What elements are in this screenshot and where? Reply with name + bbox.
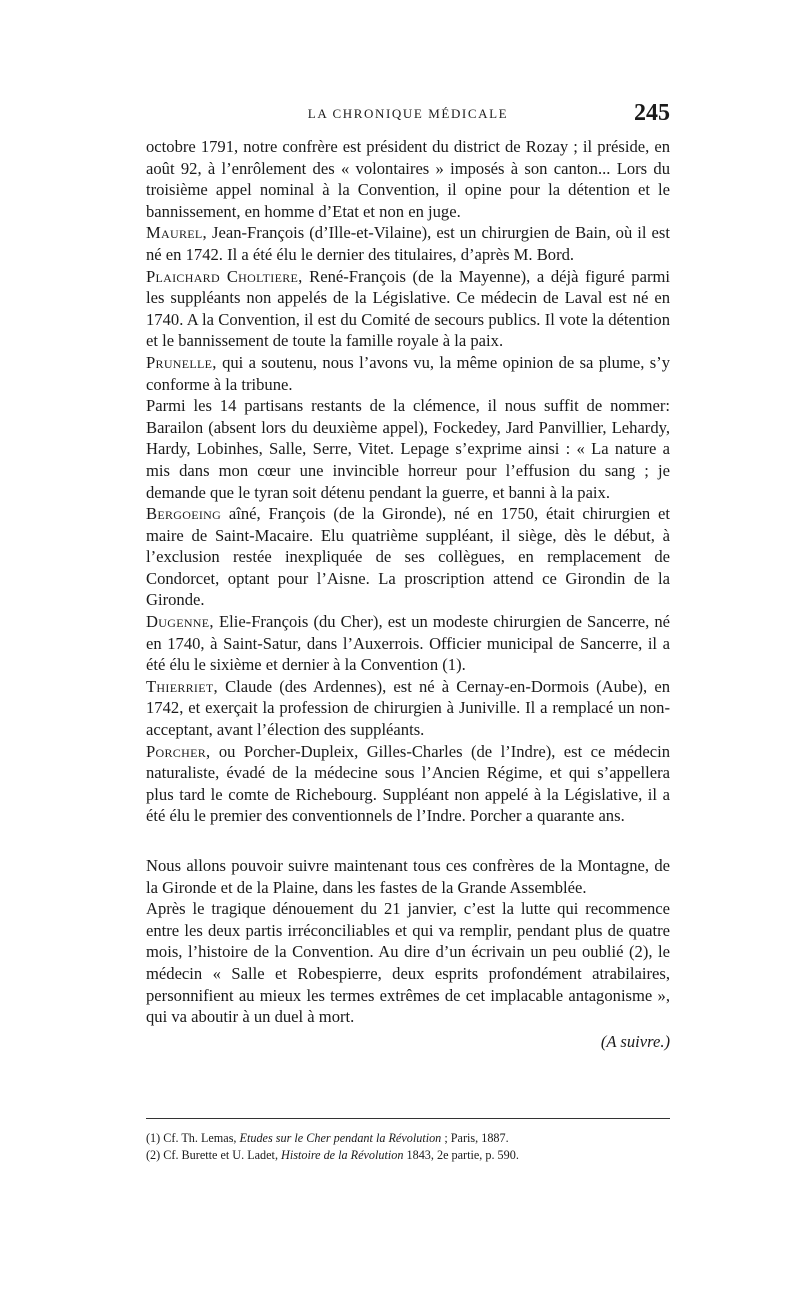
- footnote: [146, 1130, 670, 1147]
- paragraph-text: Parmi les 14 partisans restants de la clémence, il nous suffit de nommer: Barailon (absent lors du deuxième appel), Fockedey, Jard Panvillier, Lehardy, Hardy, Lobinhes, Salle, Serre, Vitet. Lepage s’exprime ainsi : « La nature a mis dans mon cœur une invincible horreur pour l’effusion du sang ; je demande que le tyran soit détenu pendant la guerre, et banni à la paix.: [146, 396, 670, 502]
- body-text: [146, 136, 670, 1052]
- paragraph-text: Après le tragique dénouement du 21 janvier, c’est la lutte qui recommence entre les deux partis irréconciliables et qui va remplir, pendant plus de quatre mois, l’histoire de la Convention. Au dire d’un écrivain un peu oublié (2), le médecin « Salle et Robespierre, deux esprits profondément atrabilaires, personnifient au mieux les termes extrêmes de cet implacable antagonisme », qui va aboutir à un duel à mort.: [146, 899, 670, 1027]
- footnote: [146, 1147, 670, 1164]
- footnote-suffix: ; Paris, 1887.: [441, 1131, 509, 1145]
- page-number: 245: [634, 100, 670, 126]
- paragraph-text: octobre 1791, notre confrère est président du district de Rozay ; il préside, en août 92, à l’enrôlement des « volontaires » imposés à son canton... Lors du troisième appel nominal à la Convention, il opine pour la détention et le bannissement, en homme d’Etat et non en juge.: [146, 137, 670, 221]
- footnotes: [146, 1130, 670, 1164]
- section-gap: [146, 827, 670, 855]
- paragraph-lead-name: Plaichard Choltiere,: [146, 266, 303, 286]
- page-header: [146, 100, 670, 130]
- paragraph-lead-name: Thierriet,: [146, 676, 218, 696]
- paragraph: [146, 222, 670, 265]
- continuation-note: (A suivre.): [600, 1031, 670, 1051]
- paragraph-lead-name: Maurel,: [146, 223, 207, 243]
- footnote-prefix: (2) Cf. Burette et U. Ladet,: [146, 1148, 282, 1162]
- paragraph-text: Jean-François (d’Ille-et-Vilaine), est un chirurgien de Bain, où il est né en 1742. Il a été élu le dernier des titulaires, d’après M. Bord.: [146, 223, 670, 264]
- paragraph-lead-name: Bergoeing: [146, 504, 222, 524]
- paragraph-text: René-François (de la Mayenne), a déjà figuré parmi les suppléants non appelés de la Législative. Ce médecin de Laval est né en 1740. A la Convention, il est du Comité de secours publics. Il vote la détention et le bannissement de toute la famille royale à la paix.: [146, 266, 670, 351]
- paragraph-lead-name: Dugenne,: [146, 612, 214, 632]
- footnote-title: Etudes sur le Cher pendant la Révolution: [239, 1131, 442, 1145]
- paragraph-lead-name: Porcher,: [146, 741, 211, 761]
- paragraph-text: Claude (des Ardennes), est né à Cernay-en-Dormois (Aube), en 1742, et exerçait la profession de chirurgien à Juniville. Il a remplacé un non-acceptant, avant l’élection des suppléants.: [146, 676, 670, 740]
- paragraph-group-after: [146, 855, 670, 1028]
- paragraph-text: Elie-François (du Cher), est un modeste chirurgien de Sancerre, né en 1740, à Saint-Satur, dans l’Auxerrois. Officier municipal de Sancerre, il a été élu le sixième et dernier à la Convention (1).: [146, 612, 670, 675]
- paragraph: [146, 395, 670, 503]
- footnote-prefix: (1) Cf. Th. Lemas,: [146, 1131, 240, 1145]
- paragraph: [146, 352, 670, 395]
- paragraph: [146, 503, 670, 611]
- paragraph-group-main: [146, 136, 670, 827]
- paragraph: [146, 136, 670, 222]
- paragraph: [146, 676, 670, 741]
- paragraph-text: qui a soutenu, nous l’avons vu, la même opinion de sa plume, s’y conforme à la tribune.: [146, 352, 670, 394]
- paragraph: [146, 266, 670, 352]
- footnote-suffix: 1843, 2e partie, p. 590.: [403, 1148, 519, 1162]
- paragraph: [146, 611, 670, 676]
- paragraph-lead-name: Prunelle,: [146, 352, 217, 372]
- footnote-rule: [146, 1118, 670, 1119]
- paragraph-text: Nous allons pouvoir suivre maintenant tous ces confrères de la Montagne, de la Gironde et de la Plaine, dans les fastes de la Grande Assemblée.: [146, 856, 670, 897]
- paragraph: [146, 898, 670, 1028]
- footnote-title: Histoire de la Révolution: [281, 1148, 404, 1162]
- paragraph: [146, 741, 670, 827]
- paragraph: [146, 855, 670, 898]
- paragraph-text: ou Porcher-Dupleix, Gilles-Charles (de l’Indre), est ce médecin naturaliste, évadé de la médecine sous l’Ancien Régime, et qui s’appellera plus tard le comte de Richebourg. Suppléant non appelé à la Législative, il a été élu le premier des conventionnels de l’Indre. Porcher a quarante ans.: [146, 741, 670, 826]
- running-title: LA CHRONIQUE MÉDICALE: [307, 106, 509, 121]
- paragraph-text: aîné, François (de la Gironde), né en 1750, était chirurgien et maire de Saint-Macaire. Elu quatrième suppléant, il siège, dès le début, à l’exclusion restée inexpliquée de ses collègues, en remplacement de Condorcet, optant pour l’Aisne. La proscription attend ce Girondin de la Gironde.: [146, 504, 670, 610]
